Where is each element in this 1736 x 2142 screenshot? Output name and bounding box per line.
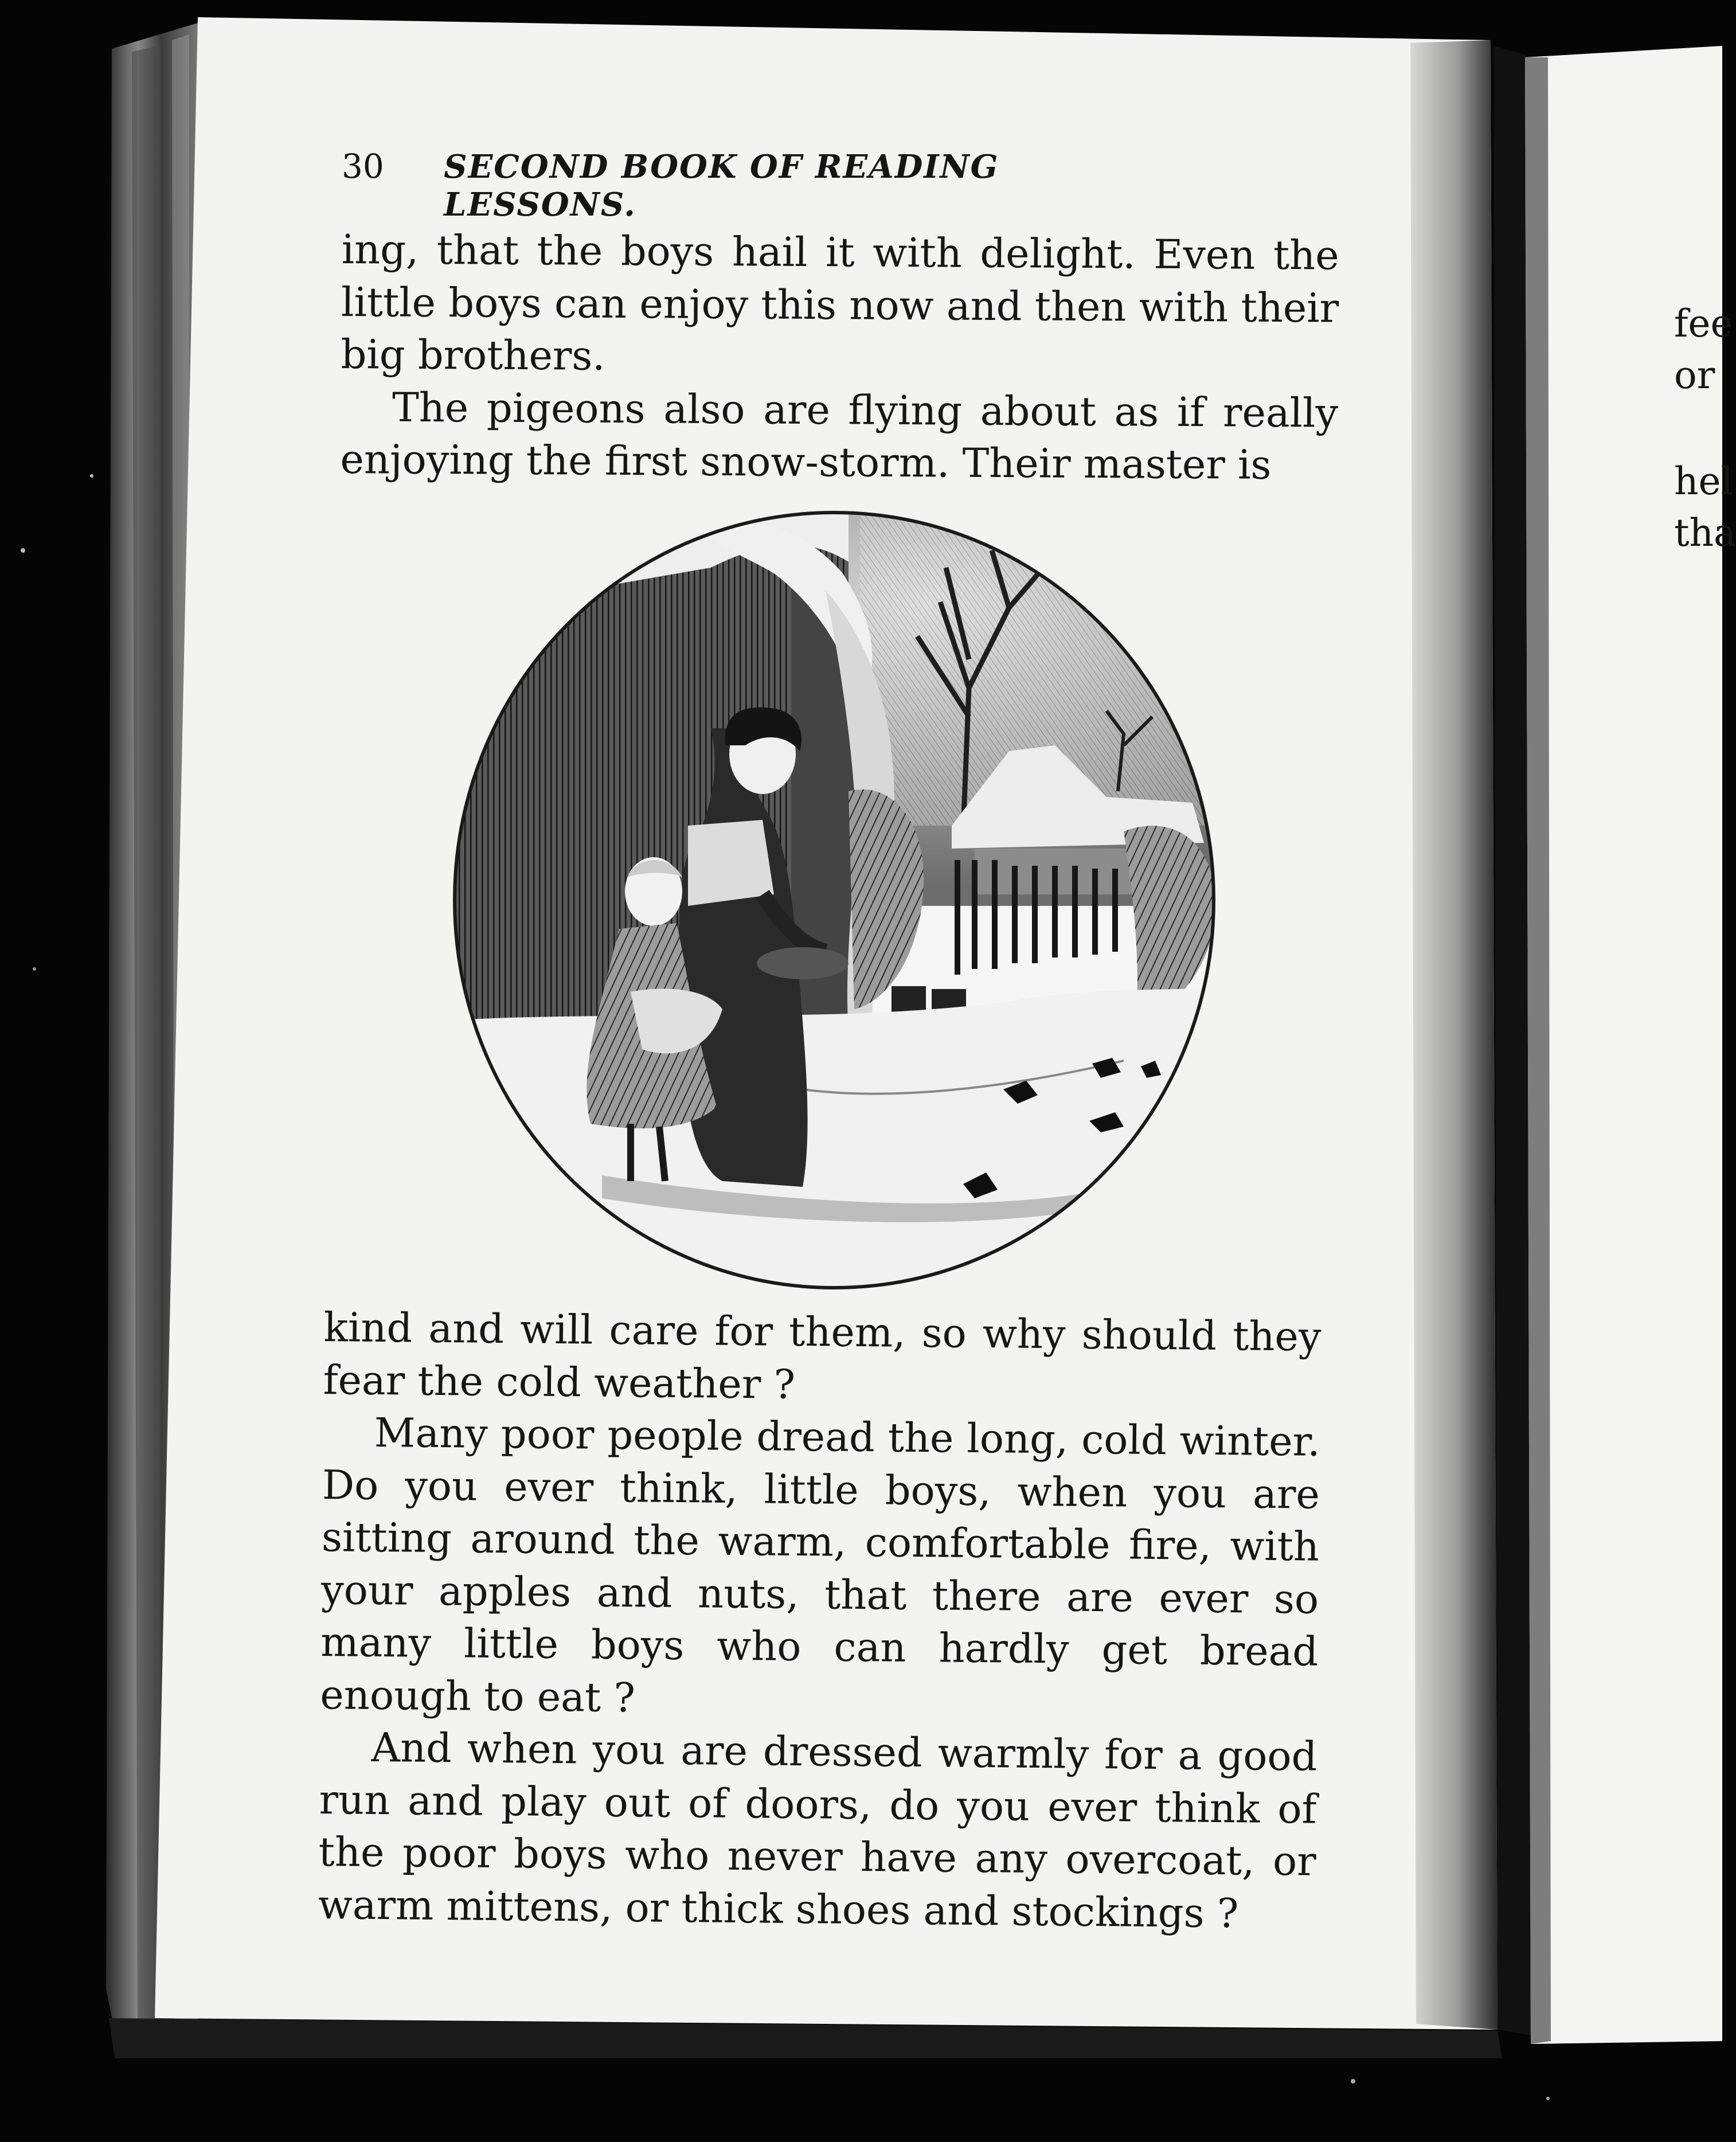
next-page-fragment: fee (1674, 302, 1733, 346)
page-header (342, 147, 1196, 224)
gutter-shadow (1410, 40, 1498, 2030)
next-page-fragment: or (1674, 353, 1715, 397)
paragraph: And when you are dressed warmly for a good run and play out of doors, do you ever think of the poor boys who never have any overcoat, or warm mittens, or thick shoes and stockings ? (318, 1723, 1317, 1937)
paragraph: kind and will care for them, so why should they fear the cold weather ? (323, 1303, 1321, 1408)
page-number: 30 (342, 147, 384, 186)
paragraph: ing, that the boys hail it with delight. Even the little boys can enjoy this now and then with their big brothers. (341, 225, 1339, 380)
running-title: SECOND BOOK OF READING LESSONS. (444, 148, 999, 224)
paragraph: Many poor people dread the long, cold winter. Do you ever think, little boys, when you are sitting around the warm, comfortable fire, with your apples and nuts, that there are ever so many little boys who can hardly get bread enough to eat ? (320, 1409, 1321, 1721)
next-page-fragment: tha (1674, 511, 1736, 555)
text-block-bottom (318, 1301, 1321, 1941)
text-block-top (340, 224, 1339, 492)
paragraph: The pigeons also are flying about as if really enjoying the first snow-storm. Their master is (340, 384, 1339, 488)
next-page-fragment: hel (1674, 459, 1733, 503)
